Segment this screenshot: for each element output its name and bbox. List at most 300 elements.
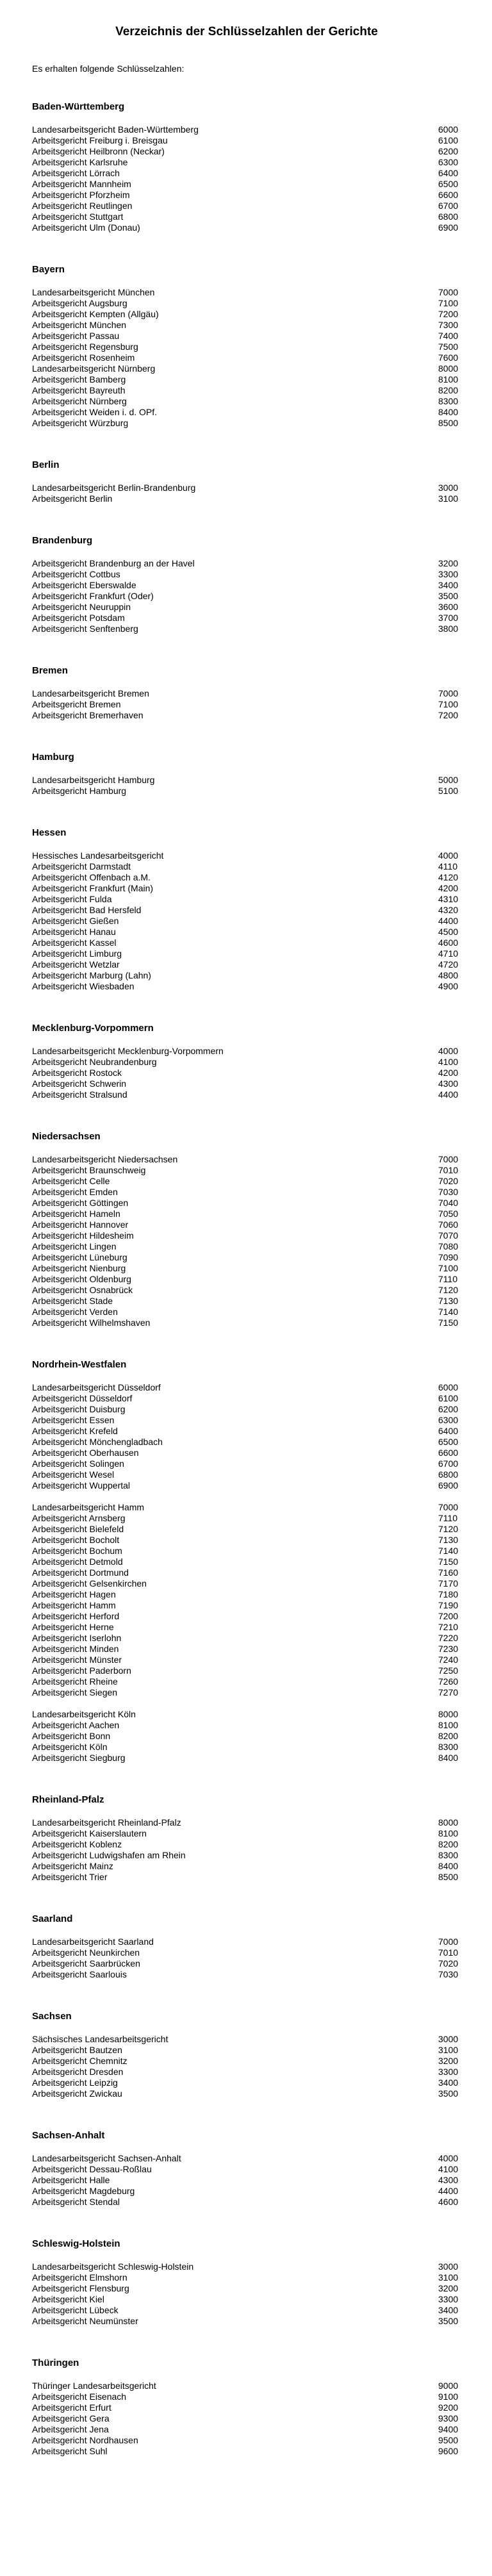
court-row — [32, 981, 461, 992]
court-name: Arbeitsgericht Duisburg — [32, 1404, 126, 1414]
court-code: 3600 — [438, 602, 459, 612]
court-code: 7100 — [438, 699, 459, 709]
court-code: 9300 — [438, 2413, 459, 2423]
court-name: Arbeitsgericht Ulm (Donau) — [32, 222, 140, 233]
court-row — [32, 861, 461, 872]
court-code: 4800 — [438, 970, 459, 980]
court-row — [32, 396, 461, 407]
court-name: Landesarbeitsgericht Nürnberg — [32, 363, 156, 374]
court-row — [32, 2088, 461, 2099]
court-group — [32, 1502, 461, 1698]
court-row — [32, 959, 461, 970]
court-name: Arbeitsgericht Brandenburg an der Havel — [32, 558, 195, 568]
court-row — [32, 1198, 461, 1209]
court-code: 8100 — [438, 1720, 459, 1730]
court-code: 4000 — [438, 850, 459, 861]
court-code: 6300 — [438, 1415, 459, 1425]
court-code: 3300 — [438, 2067, 459, 2077]
court-code: 3700 — [438, 613, 459, 623]
court-code: 7060 — [438, 1219, 459, 1230]
court-row — [32, 1089, 461, 1100]
court-code: 4000 — [438, 1046, 459, 1056]
state-heading: Bremen — [32, 665, 68, 676]
court-name: Arbeitsgericht Siegen — [32, 1687, 118, 1697]
court-code: 4710 — [438, 948, 459, 959]
court-code: 7010 — [438, 1947, 459, 1958]
court-name: Arbeitsgericht Rheine — [32, 1676, 118, 1687]
court-name: Arbeitsgericht Offenbach a.M. — [32, 872, 151, 882]
court-row — [32, 1622, 461, 1633]
court-row — [32, 2391, 461, 2402]
court-name: Arbeitsgericht Limburg — [32, 948, 122, 959]
court-row — [32, 2413, 461, 2424]
court-code: 7240 — [438, 1655, 459, 1665]
court-code: 3300 — [438, 2294, 459, 2304]
court-code: 5000 — [438, 775, 459, 785]
court-name: Arbeitsgericht Bremen — [32, 699, 121, 709]
court-code: 7270 — [438, 1687, 459, 1697]
court-code: 6000 — [438, 1382, 459, 1392]
court-code: 7080 — [438, 1241, 459, 1251]
court-code: 4100 — [438, 2164, 459, 2174]
court-code: 3800 — [438, 623, 459, 634]
court-name: Arbeitsgericht Würzburg — [32, 418, 129, 428]
court-name: Arbeitsgericht Bamberg — [32, 374, 126, 384]
state-section — [32, 2011, 461, 2099]
court-row — [32, 342, 461, 352]
court-row — [32, 937, 461, 948]
court-row — [32, 1274, 461, 1285]
state-heading: Berlin — [32, 459, 60, 470]
court-name: Arbeitsgericht Senftenberg — [32, 623, 138, 634]
court-row — [32, 1676, 461, 1687]
court-row — [32, 1828, 461, 1839]
court-row — [32, 1209, 461, 1219]
court-row — [32, 1078, 461, 1089]
court-row — [32, 211, 461, 222]
court-row — [32, 2316, 461, 2327]
court-row — [32, 1448, 461, 1458]
court-code: 8200 — [438, 1839, 459, 1849]
court-code: 3200 — [438, 2056, 459, 2066]
court-name: Arbeitsgericht Potsdam — [32, 613, 125, 623]
court-row — [32, 1687, 461, 1698]
court-row — [32, 2056, 461, 2067]
court-code: 3400 — [438, 580, 459, 590]
court-row — [32, 2153, 461, 2164]
court-name: Arbeitsgericht Hanau — [32, 927, 116, 937]
court-code: 7210 — [438, 1622, 459, 1632]
court-row — [32, 1219, 461, 1230]
court-code: 7260 — [438, 1676, 459, 1687]
court-code: 7500 — [438, 342, 459, 352]
court-code: 9000 — [438, 2381, 459, 2391]
court-name: Arbeitsgericht Nürnberg — [32, 396, 127, 406]
court-code: 8000 — [438, 1817, 459, 1828]
court-code: 7050 — [438, 1209, 459, 1219]
court-group — [32, 287, 461, 429]
court-row — [32, 352, 461, 363]
state-heading: Nordrhein-Westfalen — [32, 1359, 127, 1370]
court-name: Arbeitsgericht Arnsberg — [32, 1513, 126, 1523]
court-row — [32, 1567, 461, 1578]
court-row — [32, 688, 461, 699]
state-heading: Niedersachsen — [32, 1131, 101, 1142]
court-name: Landesarbeitsgericht Hamburg — [32, 775, 155, 785]
court-row — [32, 1426, 461, 1437]
court-name: Arbeitsgericht Bremerhaven — [32, 710, 144, 720]
state-section — [32, 459, 461, 504]
court-row — [32, 1936, 461, 1947]
court-row — [32, 179, 461, 190]
court-name: Arbeitsgericht Aachen — [32, 1720, 120, 1730]
court-code: 9400 — [438, 2424, 459, 2434]
court-row — [32, 580, 461, 591]
court-name: Arbeitsgericht Kassel — [32, 937, 117, 948]
court-name: Landesarbeitsgericht Baden-Württemberg — [32, 124, 199, 135]
court-name: Landesarbeitsgericht Berlin-Brandenburg — [32, 483, 196, 493]
court-code: 6400 — [438, 1426, 459, 1436]
court-row — [32, 699, 461, 710]
court-name: Arbeitsgericht Lörrach — [32, 168, 120, 178]
page-title: Verzeichnis der Schlüsselzahlen der Gerichte — [115, 25, 378, 38]
court-code: 8100 — [438, 374, 459, 384]
court-code: 7030 — [438, 1187, 459, 1197]
court-row — [32, 1535, 461, 1546]
court-row — [32, 613, 461, 623]
court-name: Landesarbeitsgericht Saarland — [32, 1936, 154, 1947]
court-name: Arbeitsgericht Rostock — [32, 1068, 122, 1078]
court-row — [32, 970, 461, 981]
court-row — [32, 1556, 461, 1567]
court-row — [32, 1524, 461, 1535]
court-name: Arbeitsgericht Wilhelmshaven — [32, 1317, 151, 1328]
court-row — [32, 483, 461, 493]
court-name: Arbeitsgericht Münster — [32, 1655, 122, 1665]
court-name: Arbeitsgericht Stendal — [32, 2197, 120, 2207]
court-code: 4200 — [438, 1068, 459, 1078]
court-row — [32, 1644, 461, 1655]
court-name: Arbeitsgericht Herne — [32, 1622, 114, 1632]
court-name: Arbeitsgericht Lübeck — [32, 2305, 119, 2315]
court-code: 6900 — [438, 222, 459, 233]
court-code: 7010 — [438, 1165, 459, 1175]
court-code: 9200 — [438, 2402, 459, 2413]
court-row — [32, 1404, 461, 1415]
court-name: Arbeitsgericht Cottbus — [32, 569, 120, 579]
court-name: Arbeitsgericht Frankfurt (Oder) — [32, 591, 154, 601]
court-name: Arbeitsgericht Kiel — [32, 2294, 104, 2304]
court-code: 6200 — [438, 1404, 459, 1414]
court-name: Arbeitsgericht Fulda — [32, 894, 112, 904]
court-code: 4600 — [438, 937, 459, 948]
court-name: Arbeitsgericht Kaiserslautern — [32, 1828, 147, 1838]
state-heading: Sachsen-Anhalt — [32, 2130, 105, 2141]
court-row — [32, 2272, 461, 2283]
court-name: Arbeitsgericht Wiesbaden — [32, 981, 135, 991]
court-name: Arbeitsgericht Dessau-Roßlau — [32, 2164, 152, 2174]
court-row — [32, 2077, 461, 2088]
court-name: Arbeitsgericht Bonn — [32, 1731, 111, 1741]
court-name: Arbeitsgericht Reutlingen — [32, 201, 133, 211]
court-group — [32, 850, 461, 992]
court-name: Arbeitsgericht Mainz — [32, 1861, 113, 1871]
court-row — [32, 591, 461, 602]
court-name: Arbeitsgericht Emden — [32, 1187, 118, 1197]
court-name: Arbeitsgericht Verden — [32, 1307, 118, 1317]
court-name: Arbeitsgericht Rosenheim — [32, 352, 135, 363]
court-group — [32, 1936, 461, 1980]
court-name: Arbeitsgericht Gera — [32, 2413, 110, 2423]
court-code: 4400 — [438, 1089, 459, 1100]
court-name: Arbeitsgericht Eberswalde — [32, 580, 136, 590]
court-name: Arbeitsgericht Essen — [32, 1415, 115, 1425]
court-row — [32, 1709, 461, 1720]
court-group — [32, 558, 461, 634]
court-code: 8300 — [438, 1742, 459, 1752]
court-group — [32, 688, 461, 721]
court-code: 7160 — [438, 1567, 459, 1578]
court-name: Arbeitsgericht Koblenz — [32, 1839, 122, 1849]
court-code: 4100 — [438, 1057, 459, 1067]
court-row — [32, 1720, 461, 1731]
court-row — [32, 2197, 461, 2208]
court-row — [32, 2067, 461, 2077]
court-code: 7190 — [438, 1600, 459, 1610]
state-section — [32, 264, 461, 429]
court-name: Arbeitsgericht Bochum — [32, 1546, 122, 1556]
court-row — [32, 1578, 461, 1589]
court-row — [32, 190, 461, 201]
state-section — [32, 101, 461, 233]
court-group — [32, 2034, 461, 2099]
court-group — [32, 2261, 461, 2327]
court-code: 3500 — [438, 591, 459, 601]
court-name: Arbeitsgericht Siegburg — [32, 1753, 126, 1763]
court-name: Thüringer Landesarbeitsgericht — [32, 2381, 156, 2391]
court-code: 8400 — [438, 1753, 459, 1763]
court-name: Arbeitsgericht Solingen — [32, 1458, 124, 1469]
court-code: 4720 — [438, 959, 459, 970]
court-row — [32, 1252, 461, 1263]
court-code: 6900 — [438, 1480, 459, 1490]
court-name: Arbeitsgericht Bad Hersfeld — [32, 905, 142, 915]
court-name: Arbeitsgericht Freiburg i. Breisgau — [32, 135, 168, 145]
court-row — [32, 157, 461, 168]
court-name: Arbeitsgericht Bayreuth — [32, 385, 126, 395]
court-name: Arbeitsgericht Gelsenkirchen — [32, 1578, 147, 1589]
court-row — [32, 1589, 461, 1600]
court-row — [32, 1317, 461, 1328]
court-group — [32, 1382, 461, 1491]
court-row — [32, 298, 461, 309]
court-row — [32, 331, 461, 342]
court-name: Arbeitsgericht Neuruppin — [32, 602, 131, 612]
court-row — [32, 1633, 461, 1644]
court-name: Arbeitsgericht Paderborn — [32, 1665, 131, 1676]
court-code: 4300 — [438, 1078, 459, 1089]
court-name: Arbeitsgericht Berlin — [32, 493, 113, 504]
court-name: Arbeitsgericht Marburg (Lahn) — [32, 970, 151, 980]
court-row — [32, 916, 461, 927]
court-row — [32, 927, 461, 937]
court-row — [32, 602, 461, 613]
court-name: Arbeitsgericht Elmshorn — [32, 2272, 127, 2283]
court-code: 3400 — [438, 2077, 459, 2088]
court-row — [32, 1057, 461, 1068]
court-code: 8100 — [438, 1828, 459, 1838]
court-row — [32, 1958, 461, 1969]
court-code: 6600 — [438, 190, 459, 200]
court-name: Arbeitsgericht Hameln — [32, 1209, 120, 1219]
court-row — [32, 363, 461, 374]
court-row — [32, 374, 461, 385]
court-code: 8200 — [438, 1731, 459, 1741]
court-name: Arbeitsgericht Wesel — [32, 1469, 115, 1480]
court-code: 4000 — [438, 2153, 459, 2163]
court-code: 7150 — [438, 1317, 459, 1328]
court-code: 7030 — [438, 1969, 459, 1979]
court-code: 7020 — [438, 1176, 459, 1186]
court-code: 7040 — [438, 1198, 459, 1208]
court-name: Arbeitsgericht Nienburg — [32, 1263, 126, 1273]
court-row — [32, 2446, 461, 2457]
court-code: 4500 — [438, 927, 459, 937]
court-code: 8400 — [438, 1861, 459, 1871]
court-code: 3200 — [438, 558, 459, 568]
court-code: 7110 — [438, 1274, 458, 1284]
court-code: 8500 — [438, 418, 459, 428]
court-code: 7120 — [438, 1285, 459, 1295]
court-row — [32, 948, 461, 959]
court-group — [32, 1709, 461, 1763]
court-name: Landesarbeitsgericht Mecklenburg-Vorpommern — [32, 1046, 224, 1056]
court-name: Arbeitsgericht Weiden i. d. OPf. — [32, 407, 158, 417]
court-row — [32, 1241, 461, 1252]
court-code: 6300 — [438, 157, 459, 167]
intro-text: Es erhalten folgende Schlüsselzahlen: — [32, 63, 184, 74]
state-section — [32, 1913, 461, 1980]
court-row — [32, 1458, 461, 1469]
court-row — [32, 407, 461, 418]
court-name: Landesarbeitsgericht Köln — [32, 1709, 136, 1719]
court-code: 7000 — [438, 1154, 459, 1164]
court-code: 4120 — [438, 872, 459, 882]
court-row — [32, 2034, 461, 2045]
court-code: 3100 — [438, 2045, 459, 2055]
court-name: Arbeitsgericht Dresden — [32, 2067, 124, 2077]
court-name: Arbeitsgericht Bautzen — [32, 2045, 122, 2055]
court-row — [32, 135, 461, 146]
court-code: 6000 — [438, 124, 459, 135]
court-code: 9100 — [438, 2391, 459, 2402]
court-code: 6100 — [438, 1393, 459, 1403]
court-name: Arbeitsgericht Mannheim — [32, 179, 131, 189]
court-row — [32, 1415, 461, 1426]
court-row — [32, 2164, 461, 2175]
court-code: 7600 — [438, 352, 459, 363]
court-row — [32, 623, 461, 634]
court-code: 8500 — [438, 1872, 459, 1882]
court-name: Arbeitsgericht Herford — [32, 1611, 120, 1621]
state-heading: Sachsen — [32, 2011, 72, 2022]
court-name: Arbeitsgericht Mönchengladbach — [32, 1437, 163, 1447]
court-code: 7100 — [438, 298, 459, 308]
court-name: Arbeitsgericht Heilbronn (Neckar) — [32, 146, 165, 156]
court-row — [32, 1600, 461, 1611]
state-heading: Mecklenburg-Vorpommern — [32, 1023, 154, 1034]
court-name: Arbeitsgericht Hannover — [32, 1219, 129, 1230]
court-code: 6700 — [438, 1458, 459, 1469]
court-row — [32, 1296, 461, 1307]
court-group — [32, 2381, 461, 2457]
court-name: Arbeitsgericht Lüneburg — [32, 1252, 127, 1262]
court-name: Arbeitsgericht Nordhausen — [32, 2435, 138, 2445]
court-row — [32, 1969, 461, 1980]
state-section — [32, 535, 461, 634]
court-group — [32, 1046, 461, 1100]
court-row — [32, 850, 461, 861]
state-section — [32, 1131, 461, 1328]
court-name: Arbeitsgericht Iserlohn — [32, 1633, 122, 1643]
court-name: Arbeitsgericht Pforzheim — [32, 190, 130, 200]
state-section — [32, 752, 461, 797]
court-name: Arbeitsgericht Karlsruhe — [32, 157, 128, 167]
court-name: Arbeitsgericht Halle — [32, 2175, 110, 2185]
state-section — [32, 1794, 461, 1883]
court-code: 3500 — [438, 2088, 459, 2099]
court-code: 6400 — [438, 168, 459, 178]
court-name: Arbeitsgericht Stade — [32, 1296, 113, 1306]
state-section — [32, 665, 461, 721]
court-code: 4200 — [438, 883, 459, 893]
court-name: Arbeitsgericht München — [32, 320, 127, 330]
court-name: Arbeitsgericht Detmold — [32, 1556, 123, 1567]
court-row — [32, 1742, 461, 1753]
court-row — [32, 2402, 461, 2413]
court-row — [32, 1861, 461, 1872]
court-name: Arbeitsgericht Bielefeld — [32, 1524, 124, 1534]
court-name: Arbeitsgericht Göttingen — [32, 1198, 129, 1208]
court-code: 3000 — [438, 483, 459, 493]
court-row — [32, 1437, 461, 1448]
court-row — [32, 1731, 461, 1742]
court-row — [32, 2424, 461, 2435]
court-code: 3500 — [438, 2316, 459, 2326]
court-row — [32, 309, 461, 320]
court-code: 8200 — [438, 385, 459, 395]
court-row — [32, 1513, 461, 1524]
court-code: 9500 — [438, 2435, 459, 2445]
court-name: Arbeitsgericht Saarlouis — [32, 1969, 127, 1979]
court-row — [32, 2186, 461, 2197]
court-name: Arbeitsgericht Lingen — [32, 1241, 117, 1251]
court-name: Arbeitsgericht Ludwigshafen am Rhein — [32, 1850, 186, 1860]
court-name: Hessisches Landesarbeitsgericht — [32, 850, 164, 861]
court-code: 7250 — [438, 1665, 459, 1676]
court-name: Arbeitsgericht Neubrandenburg — [32, 1057, 157, 1067]
court-code: 4300 — [438, 2175, 459, 2185]
court-code: 7170 — [438, 1578, 459, 1589]
court-code: 4600 — [438, 2197, 459, 2207]
court-code: 4400 — [438, 2186, 459, 2196]
court-name: Arbeitsgericht Schwerin — [32, 1078, 127, 1089]
court-code: 7090 — [438, 1252, 459, 1262]
court-row — [32, 775, 461, 786]
court-code: 7110 — [438, 1513, 458, 1523]
court-row — [32, 1753, 461, 1763]
court-name: Arbeitsgericht Passau — [32, 331, 120, 341]
